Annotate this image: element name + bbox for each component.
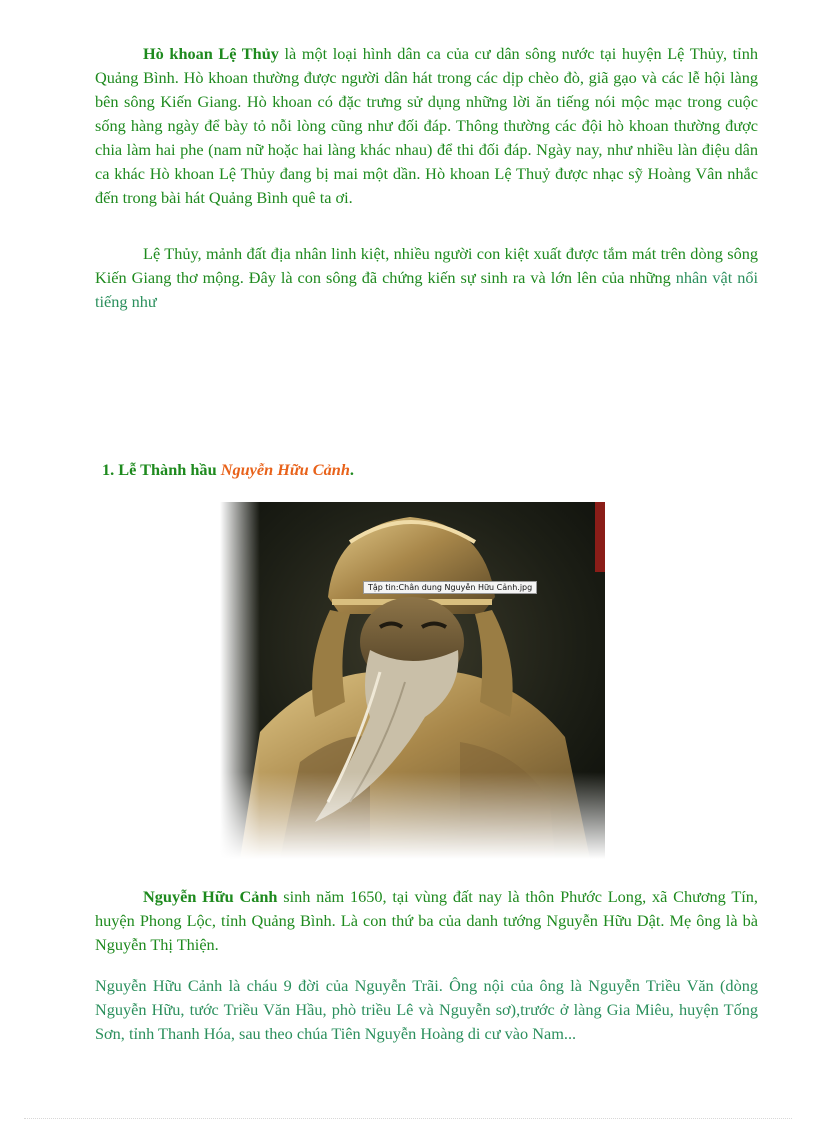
page-footer-divider [24, 1118, 792, 1119]
le-thuy-tail: nhân vật nổi tiếng như [95, 268, 758, 311]
biography-paragraph [95, 885, 758, 957]
biography-text: sinh năm 1650, tại vùng đất nay là thôn Phước Long, xã Chương Tín, huyện Phong Lộc, tỉnh Quảng Bình. Là con thứ ba của danh tướng Nguyễn Hữu Dật. Mẹ ông là bà Nguyễn Thị Thiện. [95, 887, 758, 954]
biography-bold-name: Nguyễn Hữu Cảnh [143, 887, 278, 906]
ancestry-text: Nguyễn Hữu Cảnh là cháu 9 đời của Nguyễn Trãi. Ông nội của ông là Nguyễn Triều Văn (dòng Nguyễn Hữu, tước Triều Văn Hầu, phò triều Lê và Nguyễn sơ),trước ở làng Gia Miêu, huyện Tống Sơn, tỉnh Thanh Hóa, sau theo chúa Tiên Nguyễn Hoàng di cư vào Nam... [95, 976, 758, 1043]
intro-bold-term: Hò khoan Lệ Thủy [143, 44, 279, 63]
intro-text: là một loại hình dân ca của cư dân sông nước tại huyện Lệ Thủy, tỉnh Quảng Bình. Hò khoan thường được người dân hát trong các dịp chèo đò, giã gạo và các lễ hội làng bên sông Kiến Giang. Hò khoan có đặc trưng sử dụng những lời ăn tiếng nói mộc mạc trong cuộc sống hàng ngày để bày tỏ nỗi lòng cũng như đối đáp. Thông thường các đội hò khoan thường được chia làm hai phe (nam nữ hoặc hai làng khác nhau) để thi đối đáp. Ngày nay, như nhiều làn điệu dân ca khác Hò khoan Lệ Thủy đang bị mai một dần. Hò khoan Lệ Thuỷ được nhạc sỹ Hoàng Vân nhắc đến trong bài hát Quảng Bình quê ta ơi. [95, 44, 758, 207]
section-heading [102, 460, 354, 480]
heading-prefix: 1. Lễ Thành hầu [102, 460, 221, 479]
portrait-image [220, 502, 605, 859]
ancestry-paragraph [95, 974, 758, 1046]
le-thuy-paragraph [95, 242, 758, 314]
heading-name: Nguyễn Hữu Cảnh [220, 460, 350, 479]
image-caption: Tập tin:Chân dung Nguyễn Hữu Cảnh.jpg [363, 581, 537, 594]
heading-suffix: . [349, 460, 354, 479]
intro-paragraph [95, 42, 758, 210]
portrait-illustration [220, 502, 605, 859]
le-thuy-text: Lệ Thủy, mảnh đất địa nhân linh kiệt, nhiều người con kiệt xuất được tắm mát trên dòng sông Kiến Giang thơ mộng. Đây là con sông đã chứng kiến sự sinh ra và lớn lên của những [95, 244, 758, 287]
